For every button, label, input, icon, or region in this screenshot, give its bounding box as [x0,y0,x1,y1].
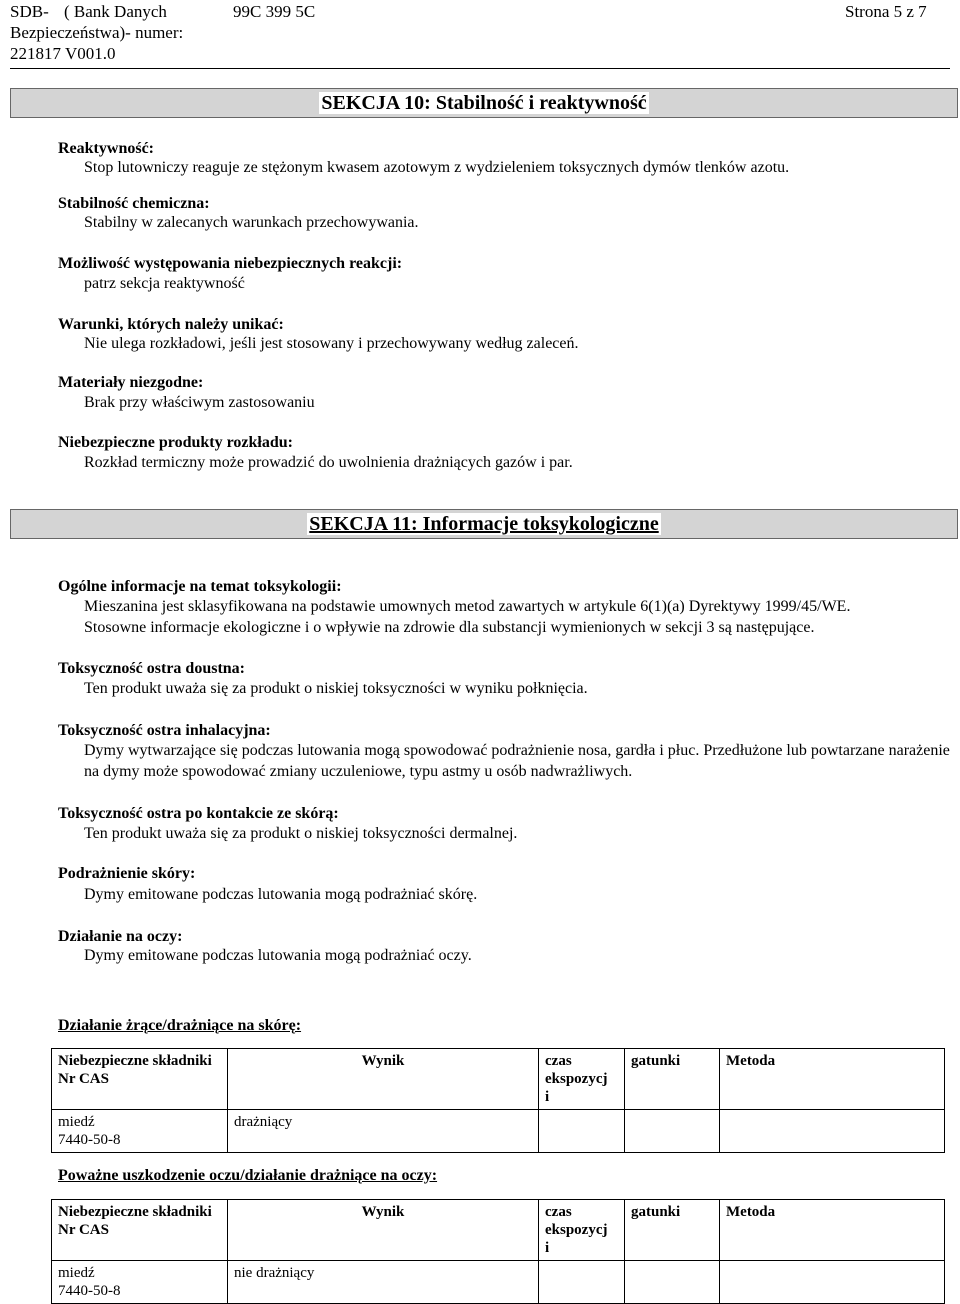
dermal-toxicity-label: Toksyczność ostra po kontakcie ze skórą: [58,805,339,822]
method-header: Metoda [720,1200,945,1261]
inhalation-toxicity-label: Toksyczność ostra inhalacyjna: [58,722,271,739]
result-header: Wynik [228,1200,539,1261]
method-header: Metoda [720,1049,945,1110]
exposure-time-header: czas ekspozycj i [539,1049,625,1110]
oral-toxicity-text: Ten produkt uważa się za produkt o niskiej toksyczności w wyniku połknięcia. [84,680,588,697]
skin-corrosion-table [51,1048,945,1153]
bank-label: ( Bank Danych [64,2,167,21]
method-cell [720,1261,945,1304]
component-cell: miedź 7440-50-8 [52,1261,228,1304]
eye-effects-text: Dymy emitowane podczas lutowania mogą podrażniać oczy. [84,947,472,964]
method-cell [720,1110,945,1153]
result-cell: nie drażniący [228,1261,539,1304]
species-header: gatunki [625,1049,720,1110]
result-cell: drażniący [228,1110,539,1153]
species-cell [625,1261,720,1304]
component-cell: miedź 7440-50-8 [52,1110,228,1153]
reactivity-text: Stop lutowniczy reaguje ze stężonym kwasem azotowym z wydzieleniem toksycznych dymów tlenków azotu. [84,159,790,176]
section-11-title: SEKCJA 11: Informacje toksykologiczne [10,509,958,539]
conditions-avoid-text: Nie ulega rozkładowi, jeśli jest stosowany i przechowywany według zaleceń. [84,335,579,352]
table-header-row [52,1200,945,1261]
chemical-stability-label: Stabilność chemiczna: [58,195,210,212]
version-label: 221817 V001.0 [10,44,116,63]
result-header: Wynik [228,1049,539,1110]
table-row [52,1110,945,1153]
skin-irritation-text: Dymy emitowane podczas lutowania mogą podrażniać skórę. [84,886,478,903]
hazardous-reactions-label: Możliwość występowania niebezpiecznych reakcji: [58,255,403,272]
product-code: 99C 399 5C [233,2,316,21]
component-header: Niebezpieczne składniki Nr CAS [52,1049,228,1110]
inhalation-toxicity-text: Dymy wytwarzające się podczas lutowania mogą spowodować podrażnienie nosa, gardła i płuc. Przedłużone lub powtarzane narażenie na dymy może spowodować zmiany uczuleniowe, typu astmy u osób nadwrażliwych. [84,742,950,780]
skin-irritation-label: Podrażnienie skóry: [58,865,196,882]
species-header: gatunki [625,1200,720,1261]
doc-label: SDB- [10,2,49,21]
page-number: Strona 5 z 7 [845,2,927,21]
general-tox-label: Ogólne informacje na temat toksykologii: [58,578,342,595]
section-10-title: SEKCJA 10: Stabilność i reaktywność [10,88,958,118]
table-row [52,1261,945,1304]
eye-effects-label: Działanie na oczy: [58,928,183,945]
chemical-stability-text: Stabilny w zalecanych warunkach przechowywania. [84,214,419,231]
dermal-toxicity-text: Ten produkt uważa się za produkt o niskiej toksyczności dermalnej. [84,825,518,842]
header-divider [10,68,950,69]
decomposition-products-label: Niebezpieczne produkty rozkładu: [58,434,293,451]
conditions-avoid-label: Warunki, których należy unikać: [58,316,284,333]
reactivity-label: Reaktywność: [58,140,154,157]
eye-damage-table [51,1199,945,1304]
species-cell [625,1110,720,1153]
decomposition-products-text: Rozkład termiczny może prowadzić do uwolnienia drażniących gazów i par. [84,454,573,471]
table-header-row [52,1049,945,1110]
component-header: Niebezpieczne składniki Nr CAS [52,1200,228,1261]
incompatible-materials-text: Brak przy właściwym zastosowaniu [84,394,315,411]
safety-number-label: Bezpieczeństwa)- numer: [10,23,184,42]
hazardous-reactions-text: patrz sekcja reaktywność [84,275,245,292]
eye-damage-label: Poważne uszkodzenie oczu/działanie drażniące na oczy: [58,1167,438,1184]
exposure-time-cell [539,1261,625,1304]
exposure-time-header: czas ekspozycj i [539,1200,625,1261]
incompatible-materials-label: Materiały niezgodne: [58,374,204,391]
skin-corrosion-label: Działanie żrące/drażniące na skórę: [58,1017,302,1034]
exposure-time-cell [539,1110,625,1153]
general-tox-text-2: Stosowne informacje ekologiczne i o wpływie na zdrowie dla substancji wymienionych w sekcji 3 są następujące. [84,619,815,636]
oral-toxicity-label: Toksyczność ostra doustna: [58,660,245,677]
general-tox-text-1: Mieszanina jest sklasyfikowana na podstawie umownych metod zawartych w artykule 6(1)(a) Dyrektywy 1999/45/WE. [84,598,851,615]
